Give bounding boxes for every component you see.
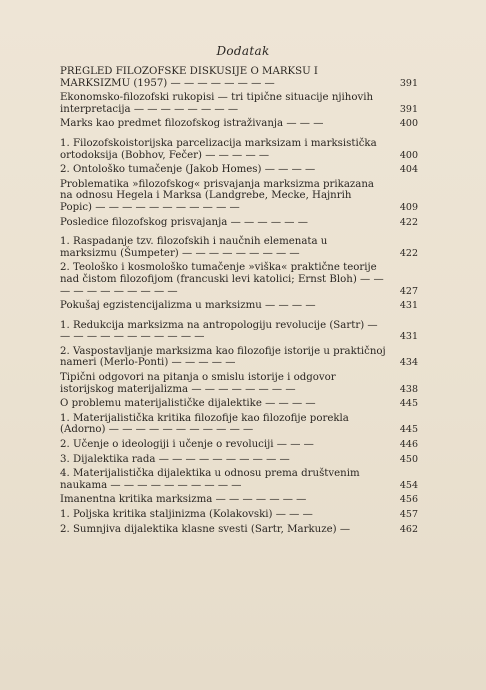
toc-entry-title: 2. Teološko i kosmološko tumačenje »viška« praktične teorije nad čistom filozofijom (francuski levi katolici; Ernst Bloh) — — — — — — — — — — — (60, 262, 384, 297)
running-head: Dodatak (216, 44, 270, 58)
toc-entry (60, 118, 416, 130)
toc-entry-title: Marks kao predmet filozofskog istraživanja — — — (60, 118, 324, 130)
toc-entry-title: 1. Raspadanje tzv. filozofskih i naučnih elemenata u marksizmu (Šumpeter) — — — — — — — — — (60, 236, 328, 259)
toc-entry-title: Tipični odgovori na pitanja o smislu istorije i odgovor istorijskog materijalizma — — — — — — — — (60, 372, 336, 395)
toc-entry-title: Imanentna kritika marksizma — — — — — — — (60, 494, 307, 506)
toc-page-number: 422 (399, 247, 418, 259)
toc-page-number: 422 (399, 216, 418, 228)
toc-page-number: 409 (399, 201, 418, 213)
toc-page-number: 391 (399, 103, 418, 115)
toc-page-number: 454 (399, 479, 418, 491)
toc-entry (60, 179, 416, 214)
toc-entry-title: 4. Materijalistička dijalektika u odnosu prema društvenim naukama — — — — — — — — — — (60, 468, 360, 491)
toc-entry-title: O problemu materijalističke dijalektike — — — — (60, 398, 316, 410)
toc-page-number: 427 (399, 285, 418, 297)
toc-entry (60, 66, 416, 89)
toc-entry (60, 300, 416, 312)
toc-entry (60, 320, 416, 343)
toc-entry (60, 138, 416, 161)
toc-page-number: 462 (399, 523, 418, 535)
toc-entry (60, 92, 416, 115)
toc-entry-title: 1. Materijalistička kritika filozofije kao filozofije porekla (Adorno) — — — — — — — — — — — (60, 412, 349, 436)
toc-page-number: 445 (399, 424, 418, 436)
toc-entry (60, 454, 416, 466)
toc-page-number: 446 (399, 439, 418, 451)
toc-entry-title: 1. Filozofskoistorijska parcelizacija marksizam i marksistička ortodoksija (Bobhov, Fečer) — — — — — (60, 137, 377, 161)
toc-entry-title: 2. Sumnjiva dijalektika klasne svesti (Sartr, Markuze) — (60, 523, 351, 535)
toc-entry (60, 494, 416, 506)
toc-entry (60, 524, 416, 536)
toc-page-number: 400 (399, 118, 418, 130)
toc-entry-title: 1. Redukcija marksizma na antropologiju revolucije (Sartr) — — — — — — — — — — — — (60, 319, 378, 343)
toc-entry-title: 3. Dijalektika rada — — — — — — — — — — (60, 453, 290, 465)
toc-page-number: 391 (399, 77, 418, 89)
toc-entry (60, 398, 416, 410)
toc-entry-title: 2. Vaspostavljanje marksizma kao filozofije istorije u praktičnoj nameri (Merlo-Ponti) — — — — — (60, 345, 386, 369)
toc-entry-title: Ekonomsko-filozofski rukopisi — tri tipične situacije njihovih interpretacija — — — — — — — — (60, 92, 374, 115)
toc-entry (60, 372, 416, 395)
toc-page-number: 445 (399, 398, 418, 410)
toc-entry-title: PREGLED FILOZOFSKE DISKUSIJE O MARKSU I MARKSIZMU (1957) — — — — — — — — (60, 66, 318, 89)
toc-page-number: 456 (399, 494, 418, 506)
toc-entry (60, 236, 416, 259)
toc-entry (60, 346, 416, 369)
toc-page-number: 431 (399, 331, 418, 343)
toc-page-number: 457 (399, 509, 418, 520)
toc-page-number: 431 (399, 300, 418, 312)
toc-entry (60, 509, 416, 521)
toc-entry (60, 413, 416, 436)
toc-page-number: 438 (399, 383, 418, 395)
toc-page-number: 450 (399, 453, 418, 465)
toc-entry (60, 468, 416, 491)
toc-entry-title: 2. Učenje o ideologiji i učenje o revoluciji — — — (60, 439, 314, 451)
toc-entry-title: 2. Ontološko tumačenje (Jakob Homes) — — — — (60, 164, 316, 176)
toc-entry-title: Problematika »filozofskog« prisvajanja marksizma prikazana na odnosu Hegela i Marksa (Landgrebe, Mecke, Hajnrih Popic) — — — — — — — — — — — (60, 178, 375, 213)
toc-entry-title: 1. Poljska kritika staljinizma (Kolakovski) — — — (60, 509, 313, 520)
toc-entry (60, 262, 416, 297)
toc-page-number: 404 (399, 164, 418, 176)
toc-entry-title: Pokušaj egzistencijalizma u marksizmu — — — — (60, 300, 316, 312)
toc-entry (60, 439, 416, 451)
toc-entry-title: Posledice filozofskog prisvajanja — — — — — — (60, 216, 308, 228)
toc-entry (60, 217, 416, 229)
toc-page-number: 400 (399, 149, 418, 161)
toc-page-number: 434 (399, 357, 418, 369)
table-of-contents (60, 66, 416, 538)
toc-entry (60, 164, 416, 176)
